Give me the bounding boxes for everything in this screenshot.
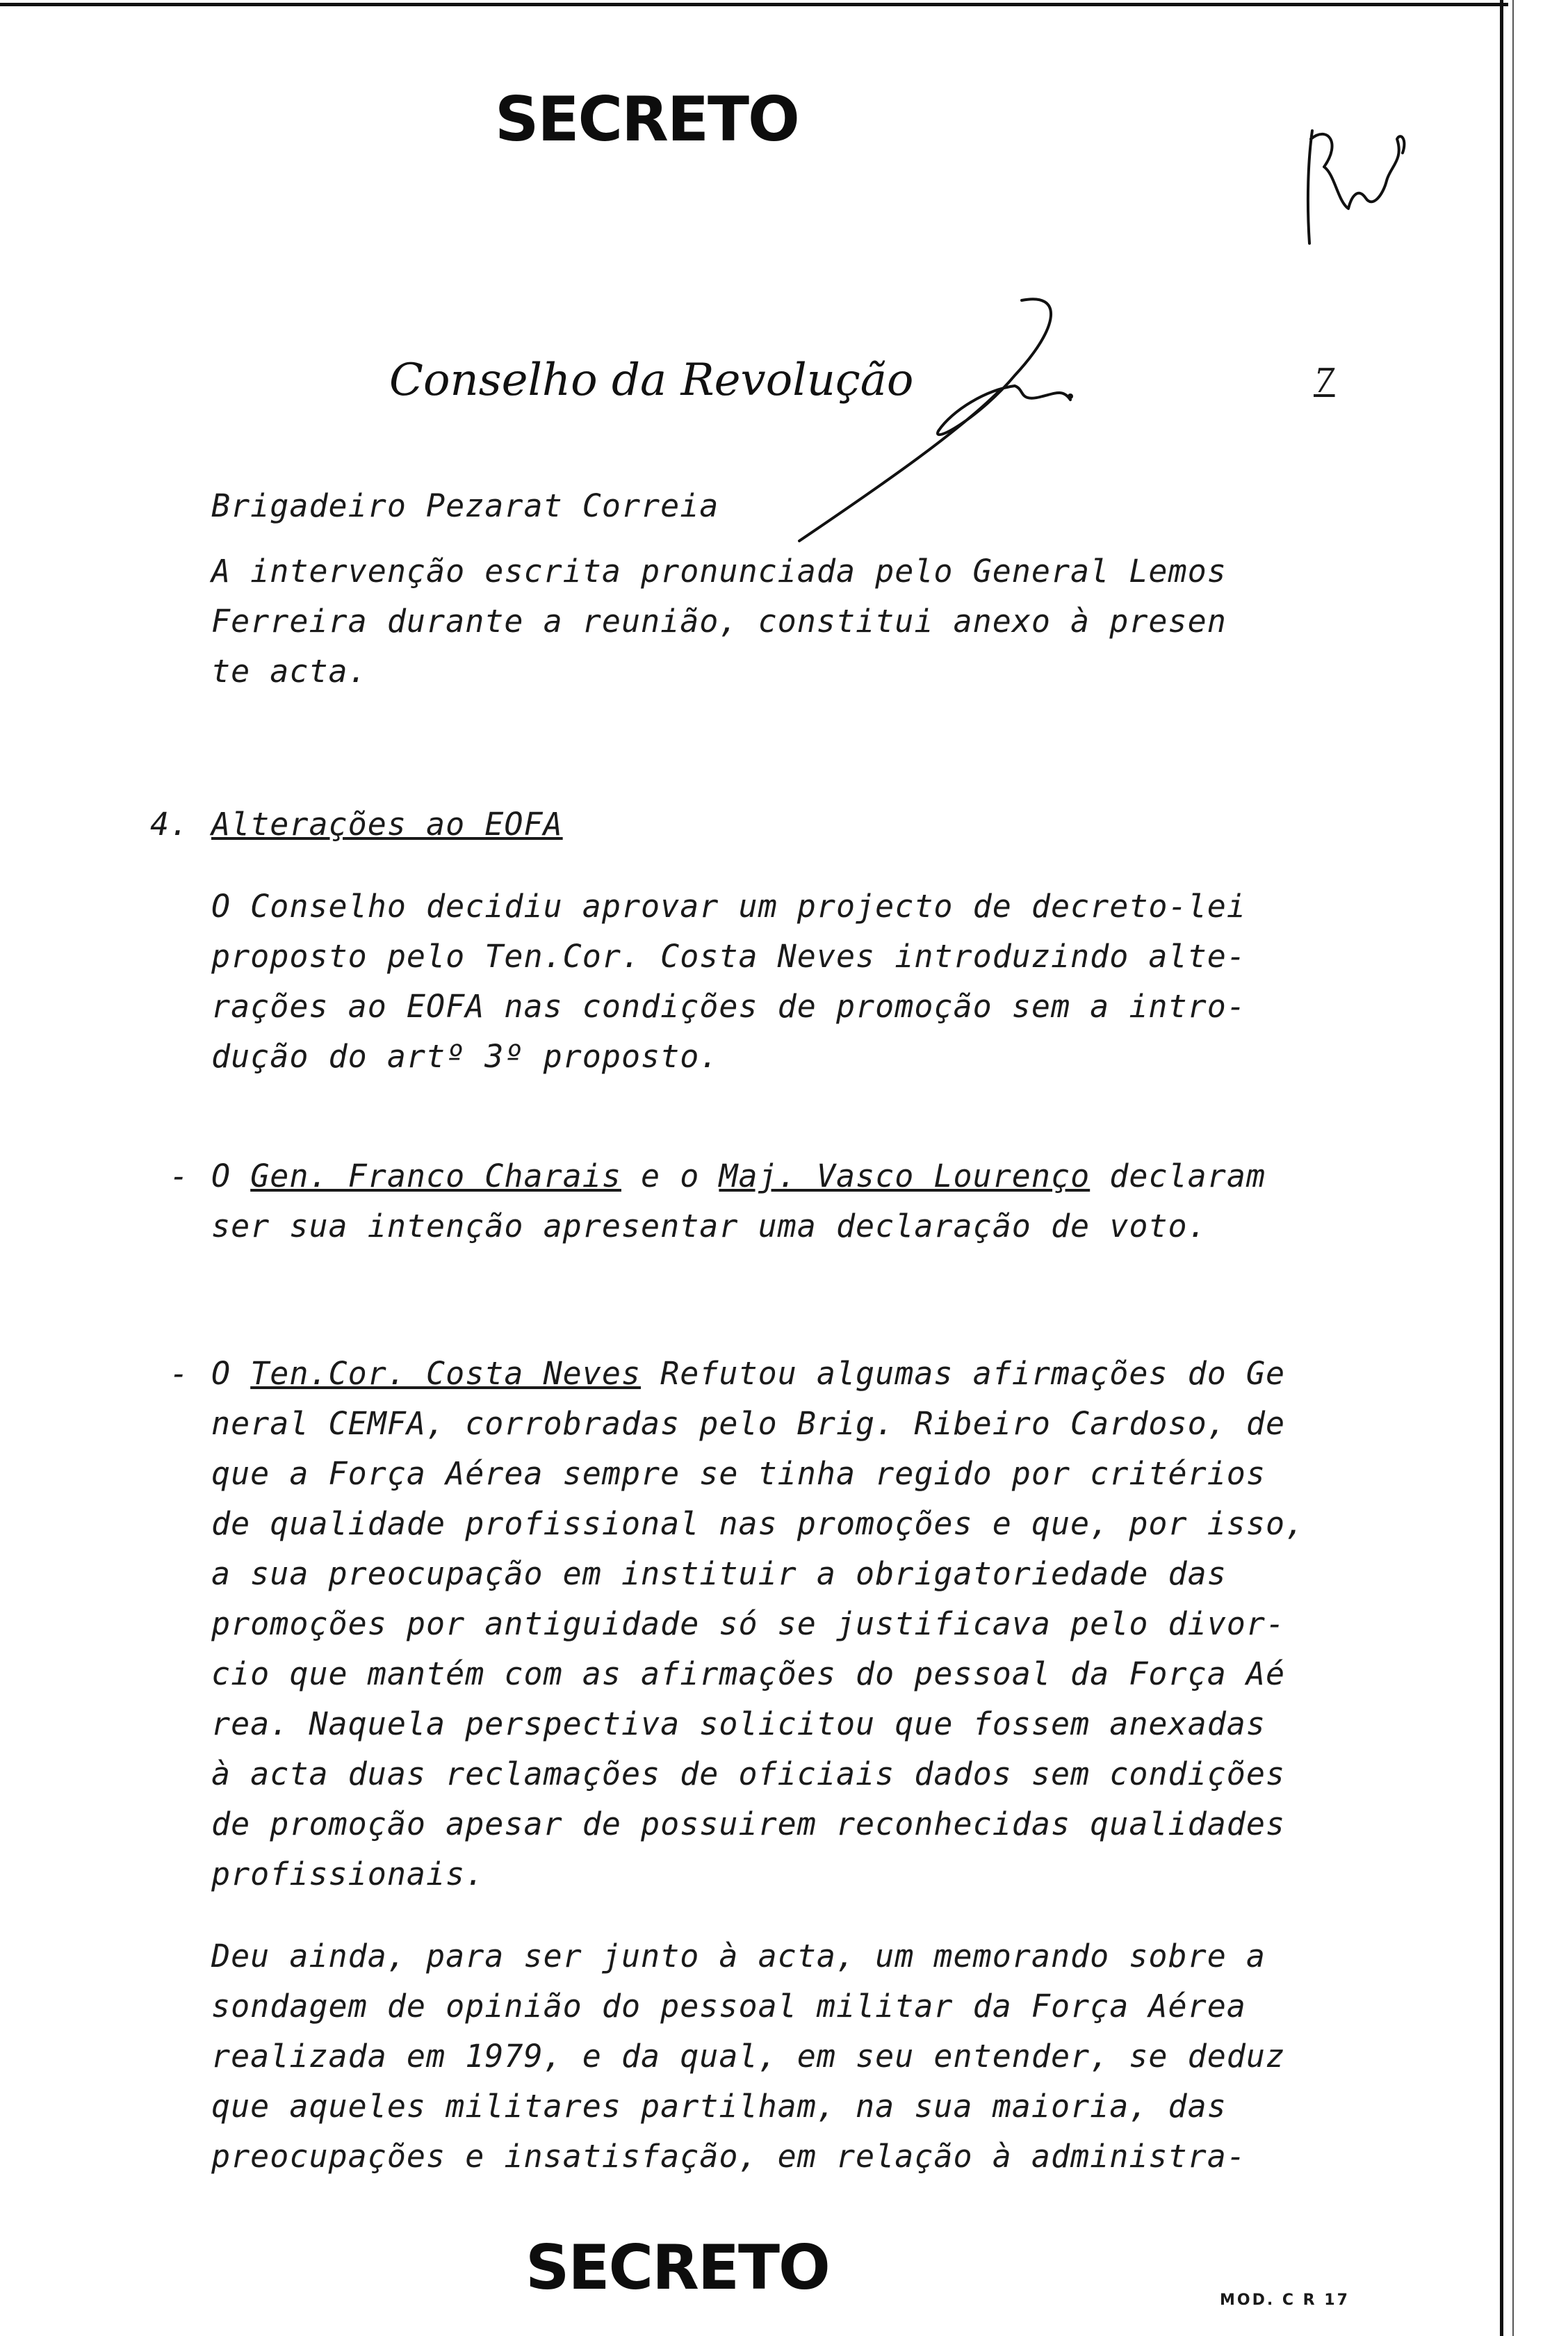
margin-note-scribble [1308,131,1404,243]
item1-mid: e o [621,1158,719,1194]
initial-signature [799,299,1070,541]
para2-line-5: preocupações e insatisfação, em relação à administra- [211,2138,1246,2175]
intro-line-1: A intervenção escrita pronunciada pelo General Lemos [211,553,1227,590]
section-title: Alterações ao EOFA [211,806,563,843]
para2-line-2: sondagem de opinião do pessoal militar da Força Aérea [211,1988,1246,2025]
item2-line-8: rea. Naquela perspectiva solicitou que fossem anexadas [211,1705,1266,1742]
para2-line-1: Deu ainda, para ser junto à acta, um memorando sobre a [211,1938,1266,1974]
item2-pre: O [211,1355,251,1392]
item1-post: declaram [1090,1158,1266,1194]
item1-pre: O [211,1158,251,1194]
item2-post: Refutou algumas afirmações do Ge [641,1355,1286,1392]
para2-line-4: que aqueles militares partilham, na sua maioria, das [211,2088,1227,2125]
signature-dot [1068,394,1073,399]
item2-line-2: neral CEMFA, corrobradas pelo Brig. Ribeiro Cardoso, de [211,1405,1286,1442]
form-code: MOD. C R 17 [1220,2292,1350,2309]
item2-dash: - [170,1355,190,1392]
item2-line-9: à acta duas reclamações de oficiais dados sem condições [211,1755,1286,1792]
item2-name: Ten.Cor. Costa Neves [250,1355,642,1392]
item2-line-11: profissionais. [211,1856,485,1892]
item2-line-6: promoções por antiguidade só se justificava pelo divor- [211,1605,1286,1642]
item2-line-3: que a Força Aérea sempre se tinha regido por critérios [211,1455,1266,1492]
letterhead-title: Conselho da Revolução [389,355,914,406]
item1-line-1 [211,1151,1266,1201]
item2-line-10: de promoção apesar de possuirem reconhecidas qualidades [211,1806,1286,1842]
item1-name2: Maj. Vasco Lourenço [719,1158,1091,1194]
item1-line-2: ser sua intenção apresentar uma declaração de voto. [211,1208,1207,1244]
intro-line-3: te acta. [211,653,368,690]
para2-line-3: realizada em 1979, e da qual, em seu entender, se deduz [211,2038,1286,2075]
page-number: 7 [1314,362,1335,400]
item2-line-4: de qualidade profissional nas promoções e que, por isso, [211,1505,1305,1542]
item1-dash: - [170,1158,190,1194]
item2-line-1 [211,1349,1285,1399]
speaker-line: Brigadeiro Pezarat Correia [211,487,719,524]
para1-line-2: proposto pelo Ten.Cor. Costa Neves introduzindo alte- [211,938,1246,975]
item2-line-7: cio que mantém com as afirmações do pessoal da Força Aé [211,1655,1286,1692]
classification-stamp-top: SECRETO [495,83,799,155]
para1-line-1: O Conselho decidiu aprovar um projecto de decreto-lei [211,888,1246,925]
para1-line-4: dução do artº 3º proposto. [211,1038,719,1075]
intro-line-2: Ferreira durante a reunião, constitui anexo à presen [211,603,1227,640]
item2-line-5: a sua preocupação em instituir a obrigatoriedade das [211,1555,1227,1592]
section-number: 4. [150,806,190,843]
classification-stamp-bottom: SECRETO [525,2232,829,2303]
item1-name1: Gen. Franco Charais [250,1158,621,1194]
para1-line-3: rações ao EOFA nas condições de promoção sem a intro- [211,988,1246,1025]
